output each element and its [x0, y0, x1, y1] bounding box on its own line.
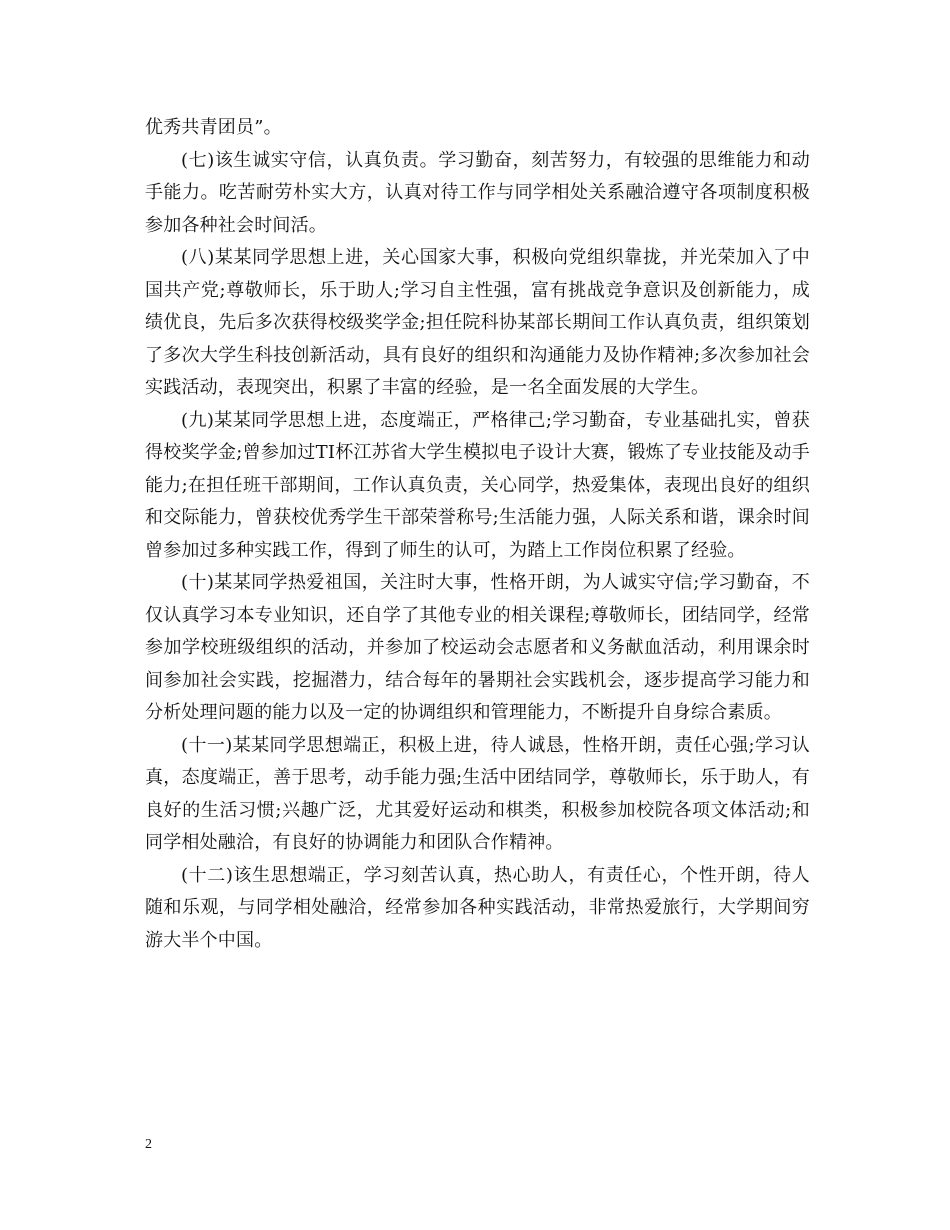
paragraph-eight: (八)某某同学思想上进，关心国家大事，积极向党组织靠拢，并光荣加入了中国共产党;尊敬师长，乐于助人;学习自主性强，富有挑战竞争意识及创新能力，成绩优良，先后多次获得校级奖学金;担任院科协某部长期间工作认真负责，组织策划了多次大学生科技创新活动，具有良好的组织和沟通能力及协作精神;多次参加社会实践活动，表现突出，积累了丰富的经验，是一名全面发展的大学生。: [145, 247, 810, 398]
paragraph-seven: (七)该生诚实守信，认真负责。学习勤奋，刻苦努力，有较强的思维能力和动手能力。吃苦耐劳朴实大方，认真对待工作与同学相处关系融洽遵守各项制度积极参加各种社会时间活。: [145, 149, 810, 236]
paragraph-nine: (九)某某同学思想上进，态度端正，严格律己;学习勤奋，专业基础扎实，曾获得校奖学金;曾参加过TI杯江苏省大学生模拟电子设计大赛，锻炼了专业技能及动手能力;在担任班干部期间，工作认真负责，关心同学，热爱集体，表现出良好的组织和交际能力，曾获校优秀学生干部荣誉称号;生活能力强，人际关系和谐，课余时间曾参加过多种实践工作，得到了师生的认可，为踏上工作岗位积累了经验。: [145, 409, 810, 561]
paragraph-eleven: (十一)某某同学思想端正，积极上进，待人诚恳，性格开朗，责任心强;学习认真，态度端正，善于思考，动手能力强;生活中团结同学，尊敬师长，乐于助人，有良好的生活习惯;兴趣广泛，尤其爱好运动和棋类，积极参加校院各项文体活动;和同学相处融洽，有良好的协调能力和团队合作精神。: [145, 734, 810, 853]
paragraph-continuation: 优秀共青团员”。: [145, 117, 282, 138]
page-number: 2: [145, 1137, 152, 1152]
document-body: [145, 112, 810, 957]
paragraph-ten: (十)某某同学热爱祖国，关注时大事，性格开朗，为人诚实守信;学习勤奋，不仅认真学习本专业知识，还自学了其他专业的相关课程;尊敬师长，团结同学，经常参加学校班级组织的活动，并参加了校运动会志愿者和义务献血活动，利用课余时间参加社会实践，挖掘潜力，结合每年的暑期社会实践机会，逐步提高学习能力和分析处理问题的能力以及一定的协调组织和管理能力，不断提升自身综合素质。: [145, 572, 810, 723]
paragraph-twelve: (十二)该生思想端正，学习刻苦认真，热心助人，有责任心，个性开朗，待人随和乐观，与同学相处融洽，经常参加各种实践活动，非常热爱旅行，大学期间穷游大半个中国。: [145, 864, 810, 951]
